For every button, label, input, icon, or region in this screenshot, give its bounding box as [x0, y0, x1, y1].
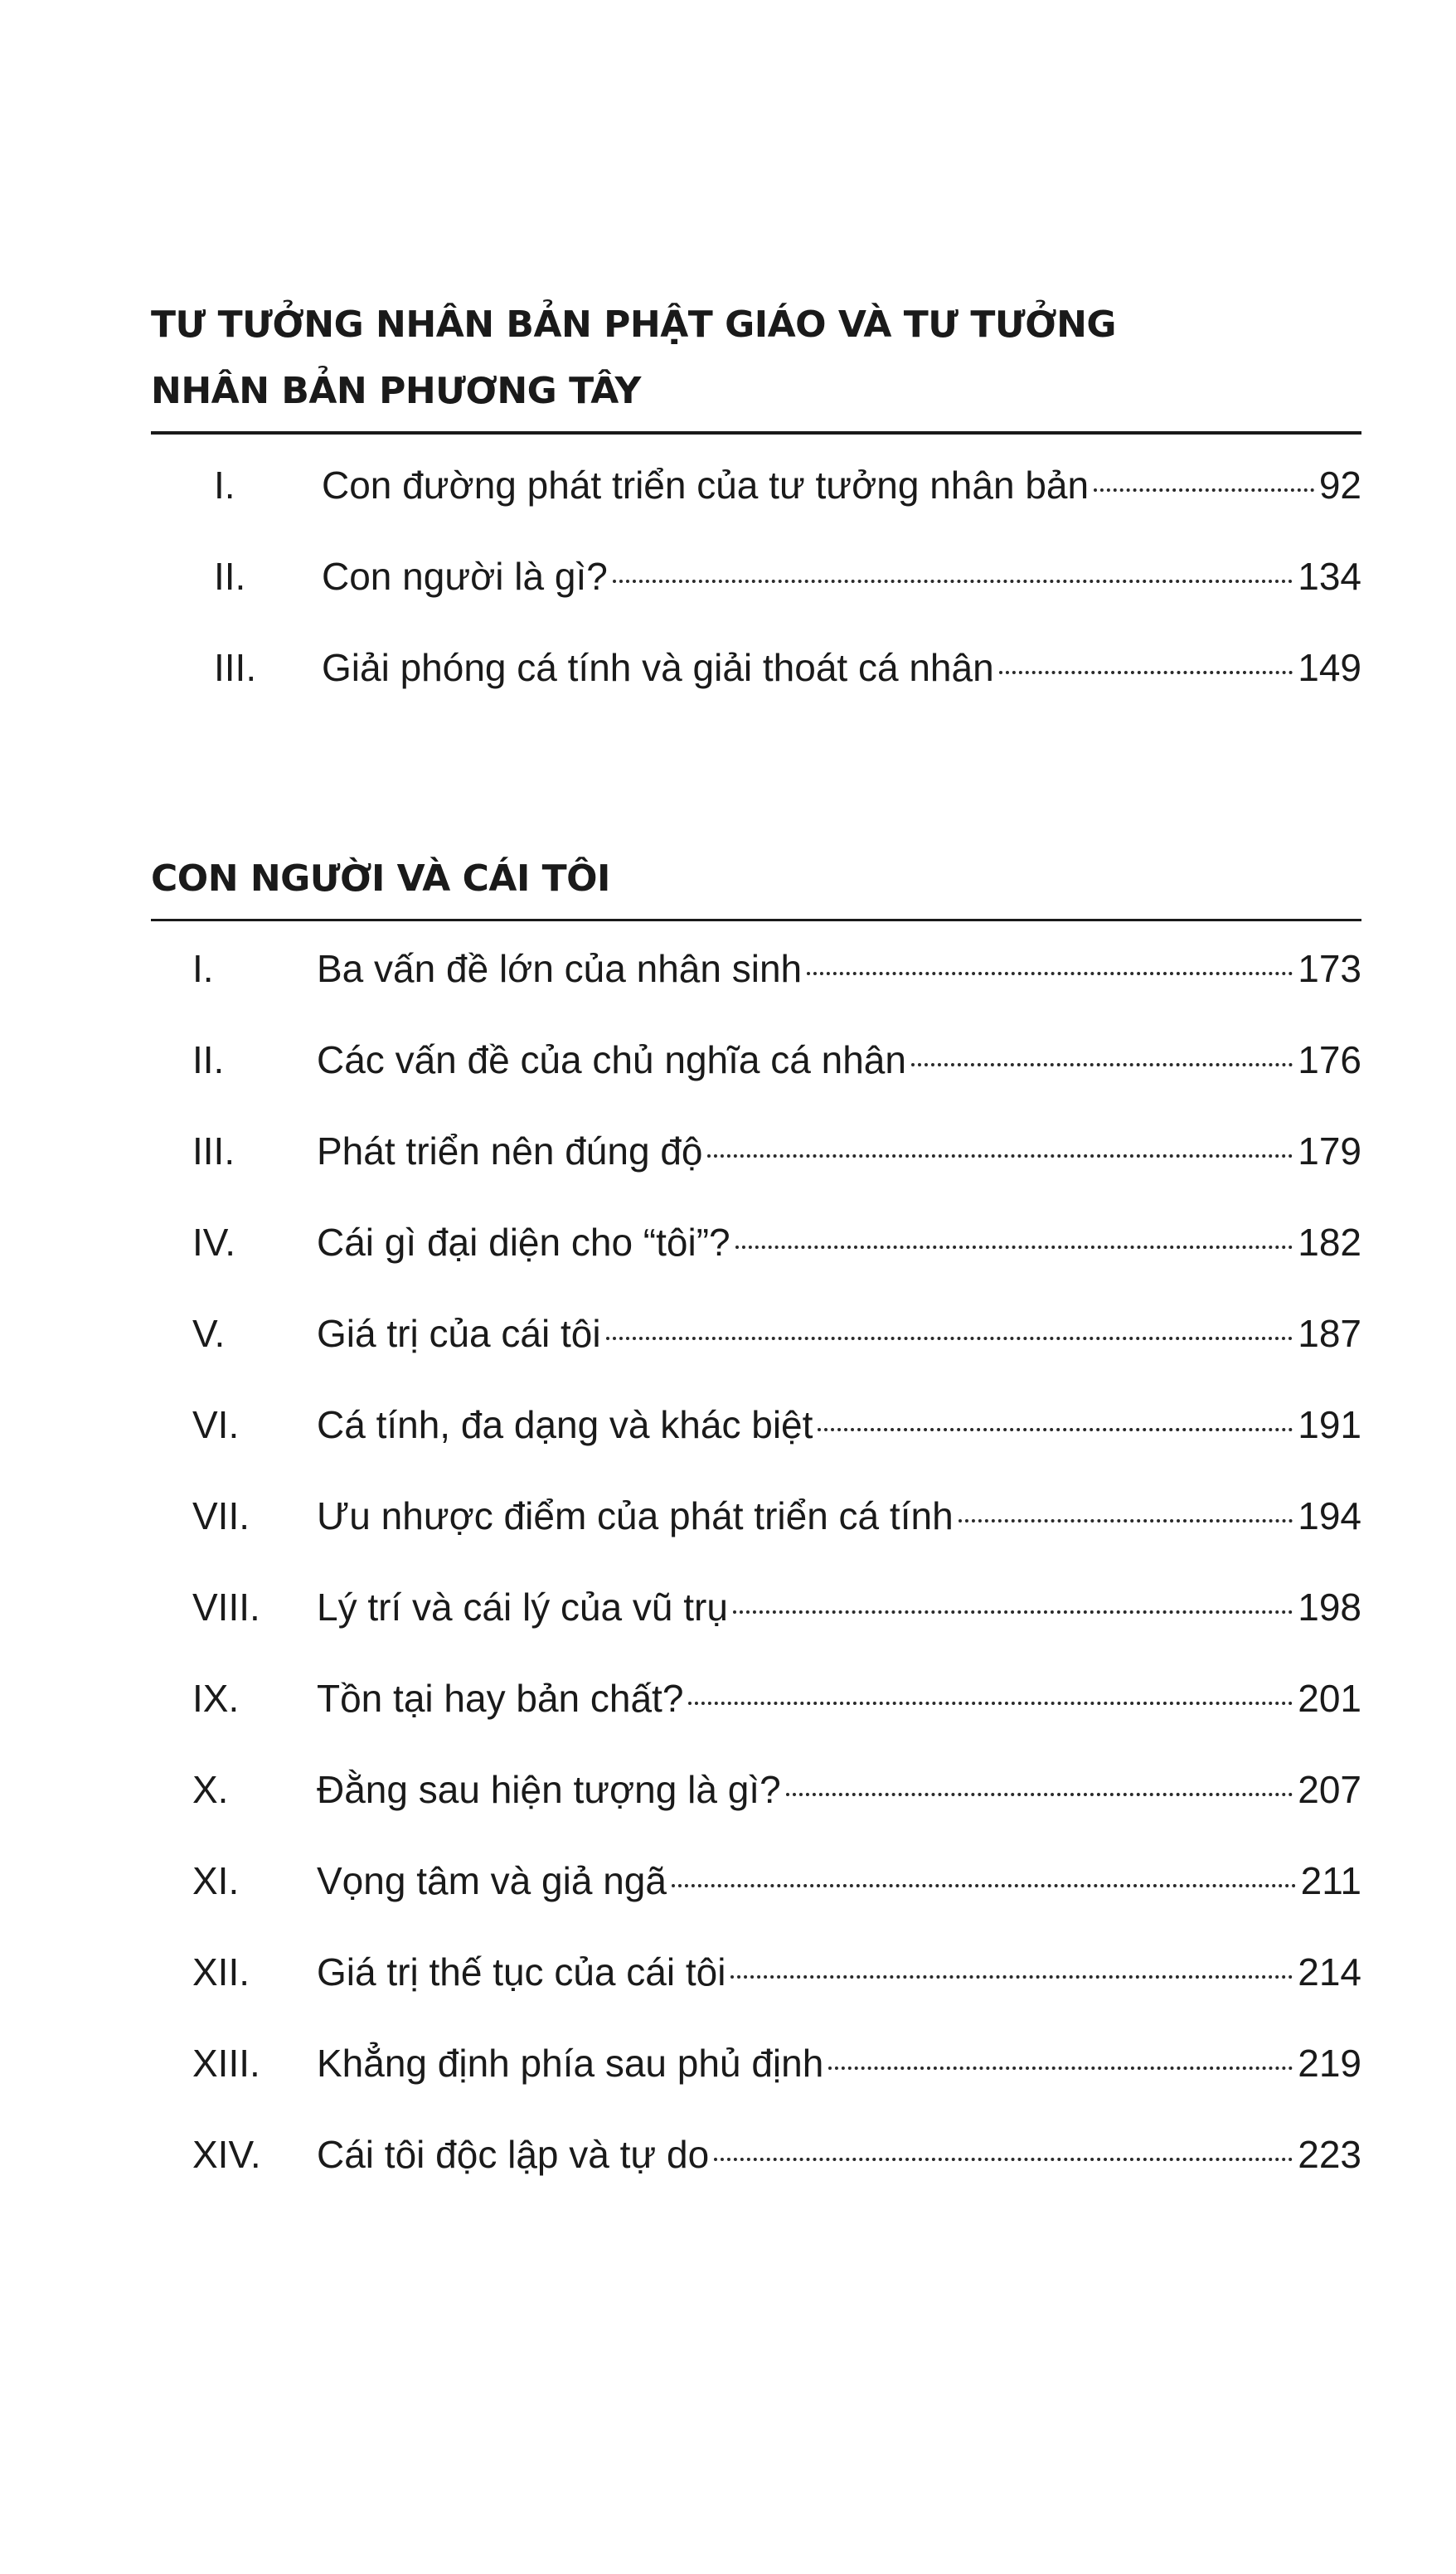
dot-leader	[1094, 488, 1314, 492]
dot-leader	[807, 972, 1293, 975]
section-title-line-1: CON NGƯỜI VÀ CÁI TÔI	[151, 857, 610, 900]
toc-section-self	[151, 846, 1361, 2223]
toc-entry	[151, 1858, 1361, 1950]
entry-title: Con người là gì?	[322, 555, 608, 598]
entry-title: Ba vấn đề lớn của nhân sinh	[317, 947, 803, 990]
toc-entry	[151, 1220, 1361, 1311]
entry-title: Con đường phát triển của tư tưởng nhân bản	[322, 464, 1090, 507]
entry-number: XII.	[192, 1950, 250, 1994]
entry-page: 214	[1298, 1950, 1361, 1994]
toc-entry	[151, 1585, 1361, 1676]
dot-leader	[733, 1610, 1293, 1614]
entry-title: Cái tôi độc lập và tự do	[317, 2133, 710, 2176]
entry-page: 92	[1318, 464, 1361, 507]
entry-page: 223	[1298, 2133, 1361, 2176]
entry-title: Cá tính, đa dạng và khác biệt	[317, 1403, 813, 1446]
dot-leader	[606, 1337, 1293, 1340]
dot-leader	[735, 1246, 1293, 1249]
entry-number: V.	[192, 1312, 226, 1355]
entry-title: Khẳng định phía sau phủ định	[317, 2042, 824, 2085]
entry-page: 187	[1298, 1312, 1361, 1355]
entry-page: 173	[1298, 947, 1361, 990]
entry-number: III.	[214, 646, 257, 689]
dot-leader	[786, 1793, 1293, 1796]
entry-number: VI.	[192, 1403, 240, 1446]
entry-number: XIII.	[192, 2042, 260, 2085]
entry-title: Các vấn đề của chủ nghĩa cá nhân	[317, 1038, 906, 1081]
dot-leader	[714, 2158, 1293, 2161]
entry-number: VIII.	[192, 1586, 260, 1629]
toc-section-humanism	[151, 292, 1361, 736]
entry-title: Giải phóng cá tính và giải thoát cá nhân	[322, 646, 994, 689]
dot-leader	[613, 580, 1293, 583]
entry-title: Cái gì đại diện cho “tôi”?	[317, 1221, 730, 1264]
toc-entry	[151, 463, 1361, 554]
entry-page: 198	[1298, 1586, 1361, 1629]
toc-entry	[151, 2041, 1361, 2132]
dot-leader	[672, 1884, 1296, 1887]
toc-entry	[151, 554, 1361, 645]
entry-number: XIV.	[192, 2133, 261, 2176]
entry-title: Ưu nhược điểm của phát triển cá tính	[317, 1494, 954, 1537]
entry-page: 179	[1298, 1129, 1361, 1173]
entry-number: XI.	[192, 1859, 240, 1902]
entry-number: X.	[192, 1768, 229, 1811]
section-title-line-2: NHÂN BẢN PHƯƠNG TÂY	[151, 370, 641, 412]
entry-page: 211	[1300, 1859, 1361, 1902]
toc-entry	[151, 1676, 1361, 1767]
section-title	[151, 846, 1361, 921]
entry-page: 207	[1298, 1768, 1361, 1811]
entry-page: 182	[1298, 1221, 1361, 1264]
toc-list	[151, 946, 1361, 2223]
dot-leader	[911, 1063, 1293, 1066]
entry-title: Vọng tâm và giả ngã	[317, 1859, 667, 1902]
toc-entry	[151, 946, 1361, 1037]
toc-entry	[151, 645, 1361, 736]
entry-number: II.	[214, 555, 246, 598]
entry-page: 201	[1298, 1677, 1361, 1720]
entry-number: III.	[192, 1129, 235, 1173]
toc-entry	[151, 1402, 1361, 1493]
entry-title: Tồn tại hay bản chất?	[317, 1677, 684, 1720]
toc-entry	[151, 1493, 1361, 1585]
entry-page: 194	[1298, 1494, 1361, 1537]
entry-number: II.	[192, 1038, 225, 1081]
entry-page: 149	[1298, 646, 1361, 689]
dot-leader	[707, 1154, 1293, 1158]
entry-number: IX.	[192, 1677, 240, 1720]
entry-title: Lý trí và cái lý của vũ trụ	[317, 1586, 728, 1629]
entry-page: 134	[1298, 555, 1361, 598]
dot-leader	[999, 671, 1293, 674]
dot-leader	[828, 2066, 1293, 2070]
section-title	[151, 292, 1361, 435]
entry-title: Phát triển nên đúng độ	[317, 1129, 703, 1173]
toc-entry	[151, 1767, 1361, 1858]
entry-number: IV.	[192, 1221, 236, 1264]
toc-entry	[151, 2132, 1361, 2223]
entry-page: 176	[1298, 1038, 1361, 1081]
entry-number: I.	[192, 947, 214, 990]
entry-title: Giá trị của cái tôi	[317, 1312, 601, 1355]
entry-title: Giá trị thế tục của cái tôi	[317, 1950, 726, 1994]
section-title-line-1: TƯ TƯỞNG NHÂN BẢN PHẬT GIÁO VÀ TƯ TƯỞNG	[151, 304, 1117, 346]
toc-list	[151, 463, 1361, 736]
dot-leader	[818, 1428, 1293, 1431]
entry-number: I.	[214, 464, 235, 507]
toc-entry	[151, 1950, 1361, 2041]
entry-page: 219	[1298, 2042, 1361, 2085]
dot-leader	[688, 1702, 1293, 1705]
toc-entry	[151, 1311, 1361, 1402]
toc-entry	[151, 1037, 1361, 1129]
toc-entry	[151, 1129, 1361, 1220]
entry-page: 191	[1298, 1403, 1361, 1446]
dot-leader	[730, 1975, 1293, 1979]
dot-leader	[959, 1519, 1293, 1523]
entry-title: Đằng sau hiện tượng là gì?	[317, 1768, 781, 1811]
entry-number: VII.	[192, 1494, 250, 1537]
